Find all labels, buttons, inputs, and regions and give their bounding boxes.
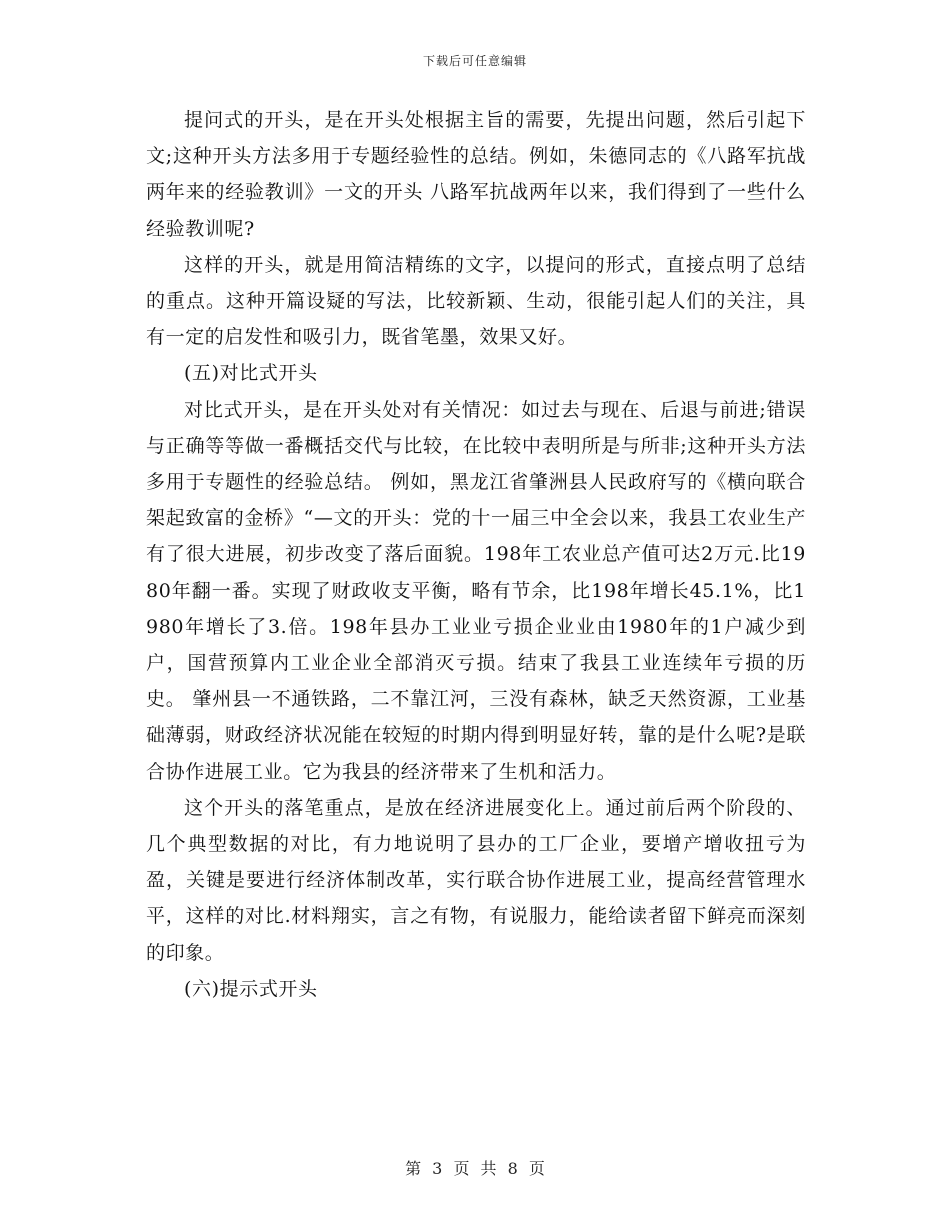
paragraph-contrast-opening: 对比式开头，是在开头处对有关情况：如过去与现在、后退与前进;错误与正确等等做一番概括交代与比较，在比较中表明所是与所非;这种开头方法多用于专题性的经验总结。 例如，黑龙江省肇洲县人民政府写的《横向联合架起致富的金桥》“—文的开头：党的十一届三中全会以来，我县工农业生产有了很大进展，初步改变了落后面貌。198年工农业总产值可达2万元.比1980年翻一番。实现了财政收支平衡，略有节余，比198年增长45.1%，比1980年增长了3.倍。198年县办工业业亏损企业业由1980年的1户减少到户，国营预算内工业企业全部消灭亏损。结束了我县工业连续年亏损的历史。 肇州县一不通铁路，二不靠江河，三没有森林，缺乏天然资源，工业基础薄弱，财政经济状况能在较短的时期内得到明显好转，靠的是什么呢?是联合协作进展工业。它为我县的经济带来了生机和活力。 [146,398,806,783]
paragraph-contrast-analysis: 这个开头的落笔重点，是放在经济进展变化上。通过前后两个阶段的、几个典型数据的对比，有力地说明了县办的工厂企业，要增产增收扭亏为盈，关键是要进行经济体制改革，实行联合协作进展工业，提高经营管理水平，这样的对比.材料翔实，言之有物，有说服力，能给读者留下鲜亮而深刻的印象。 [146,796,806,964]
page-number-footer: 第 3 页 共 8 页 [405,1159,545,1178]
section-heading-hint: (六)提示式开头 [184,977,318,1000]
section-heading-contrast: (五)对比式开头 [184,362,318,385]
paragraph-question-opening: 提问式的开头，是在开头处根据主旨的需要，先提出问题，然后引起下文;这种开头方法多用于专题经验性的总结。例如，朱德同志的《八路军抗战两年来的经验教训》一文的开头 八路军抗战两年以来，我们得到了一些什么经验教训呢? [146,109,806,240]
paragraph-question-analysis: 这样的开头，就是用简洁精练的文字，以提问的形式，直接点明了总结的重点。这种开篇设疑的写法，比较新颖、生动，很能引起人们的关注，具有一定的启发性和吸引力，既省笔墨，效果又好。 [146,253,806,349]
document-body [146,102,806,1007]
page-header: 下载后可任意编辑 [422,54,527,68]
